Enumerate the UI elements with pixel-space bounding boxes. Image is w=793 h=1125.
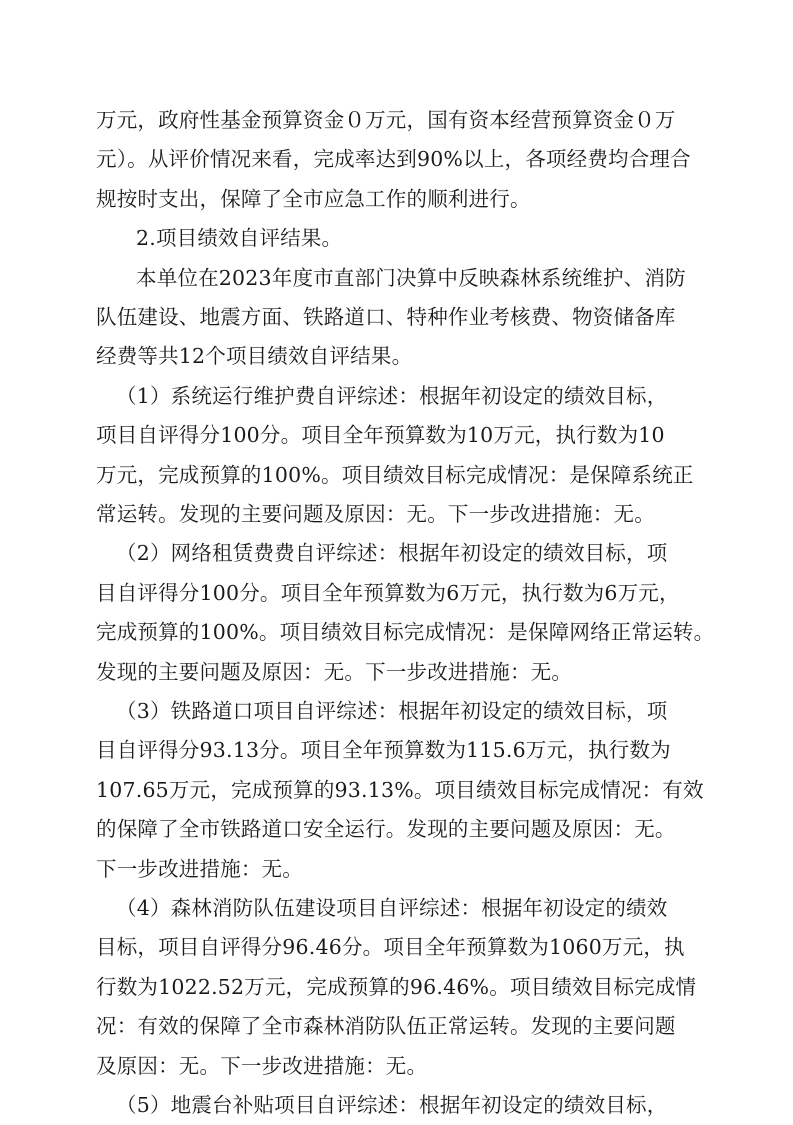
para-intro-line-3: 经费等共12个项目绩效自评结果。: [96, 344, 413, 369]
item-1-line-4: 常运转。发现的主要问题及原因：无。下一步改进措施：无。: [96, 502, 655, 526]
item-2-line-3: 完成预算的100%。项目绩效目标完成情况：是保障网络正常运转。: [96, 620, 715, 645]
item-1-line-3: 万元，完成预算的100%。项目绩效目标完成情况：是保障系统正: [96, 462, 694, 487]
item-3-line-5: 下一步改进措施：无。: [96, 856, 303, 881]
para-intro-line-2: 队伍建设、地震方面、铁路道口、特种作业考核费、物资储备库: [96, 305, 676, 329]
item-3-line-3: 107.65万元，完成预算的93.13%。项目绩效目标完成情况：有效: [96, 777, 704, 802]
item-1-line-1: （1）系统运行维护费自评综述：根据年初设定的绩效目标，: [116, 383, 668, 408]
item-2-line-2: 目自评得分100分。项目全年预算数为6万元，执行数为6万元，: [96, 580, 680, 605]
item-2-line-1: （2）网络租赁费费自评综述：根据年初设定的绩效目标，项: [116, 541, 668, 566]
para-intro-line-1: 本单位在2023年度市直部门决算中反映森林系统维护、消防: [136, 265, 686, 290]
para-funding-summary-line-1: 万元，政府性基金预算资金０万元，国有资本经营预算资金０万: [96, 108, 676, 132]
item-2-line-4: 发现的主要问题及原因：无。下一步改进措施：无。: [96, 659, 573, 684]
item-5-line-1: （5）地震台补贴项目自评综述：根据年初设定的绩效目标，: [116, 1093, 668, 1117]
para-funding-summary-line-2: 元）。从评价情况来看，完成率达到90%以上，各项经费均合理合: [96, 147, 691, 172]
item-4-line-4: 况：有效的保障了全市森林消防队伍正常运转。发现的主要问题: [96, 1014, 676, 1039]
item-3-line-2: 目自评得分93.13分。项目全年预算数为115.6万元，执行数为: [96, 738, 671, 763]
item-1-line-2: 项目自评得分100分。项目全年预算数为10万元，执行数为10: [96, 423, 665, 448]
item-4-line-1: （4）森林消防队伍建设项目自评综述：根据年初设定的绩效: [116, 896, 668, 920]
item-3-line-4: 的保障了全市铁路道口安全运行。发现的主要问题及原因：无。: [96, 817, 676, 842]
para-funding-summary-line-3: 规按时支出，保障了全市应急工作的顺利进行。: [96, 186, 531, 211]
item-4-line-5: 及原因：无。下一步改进措施：无。: [96, 1053, 428, 1078]
item-4-line-2: 目标，项目自评得分96.46分。项目全年预算数为1060万元，执: [96, 935, 685, 960]
item-4-line-3: 行数为1022.52万元，完成预算的96.46%。项目绩效目标完成情: [96, 974, 697, 999]
section-heading: 2.项目绩效自评结果。: [136, 226, 343, 251]
item-3-line-1: （3）铁路道口项目自评综述：根据年初设定的绩效目标，项: [116, 699, 668, 723]
